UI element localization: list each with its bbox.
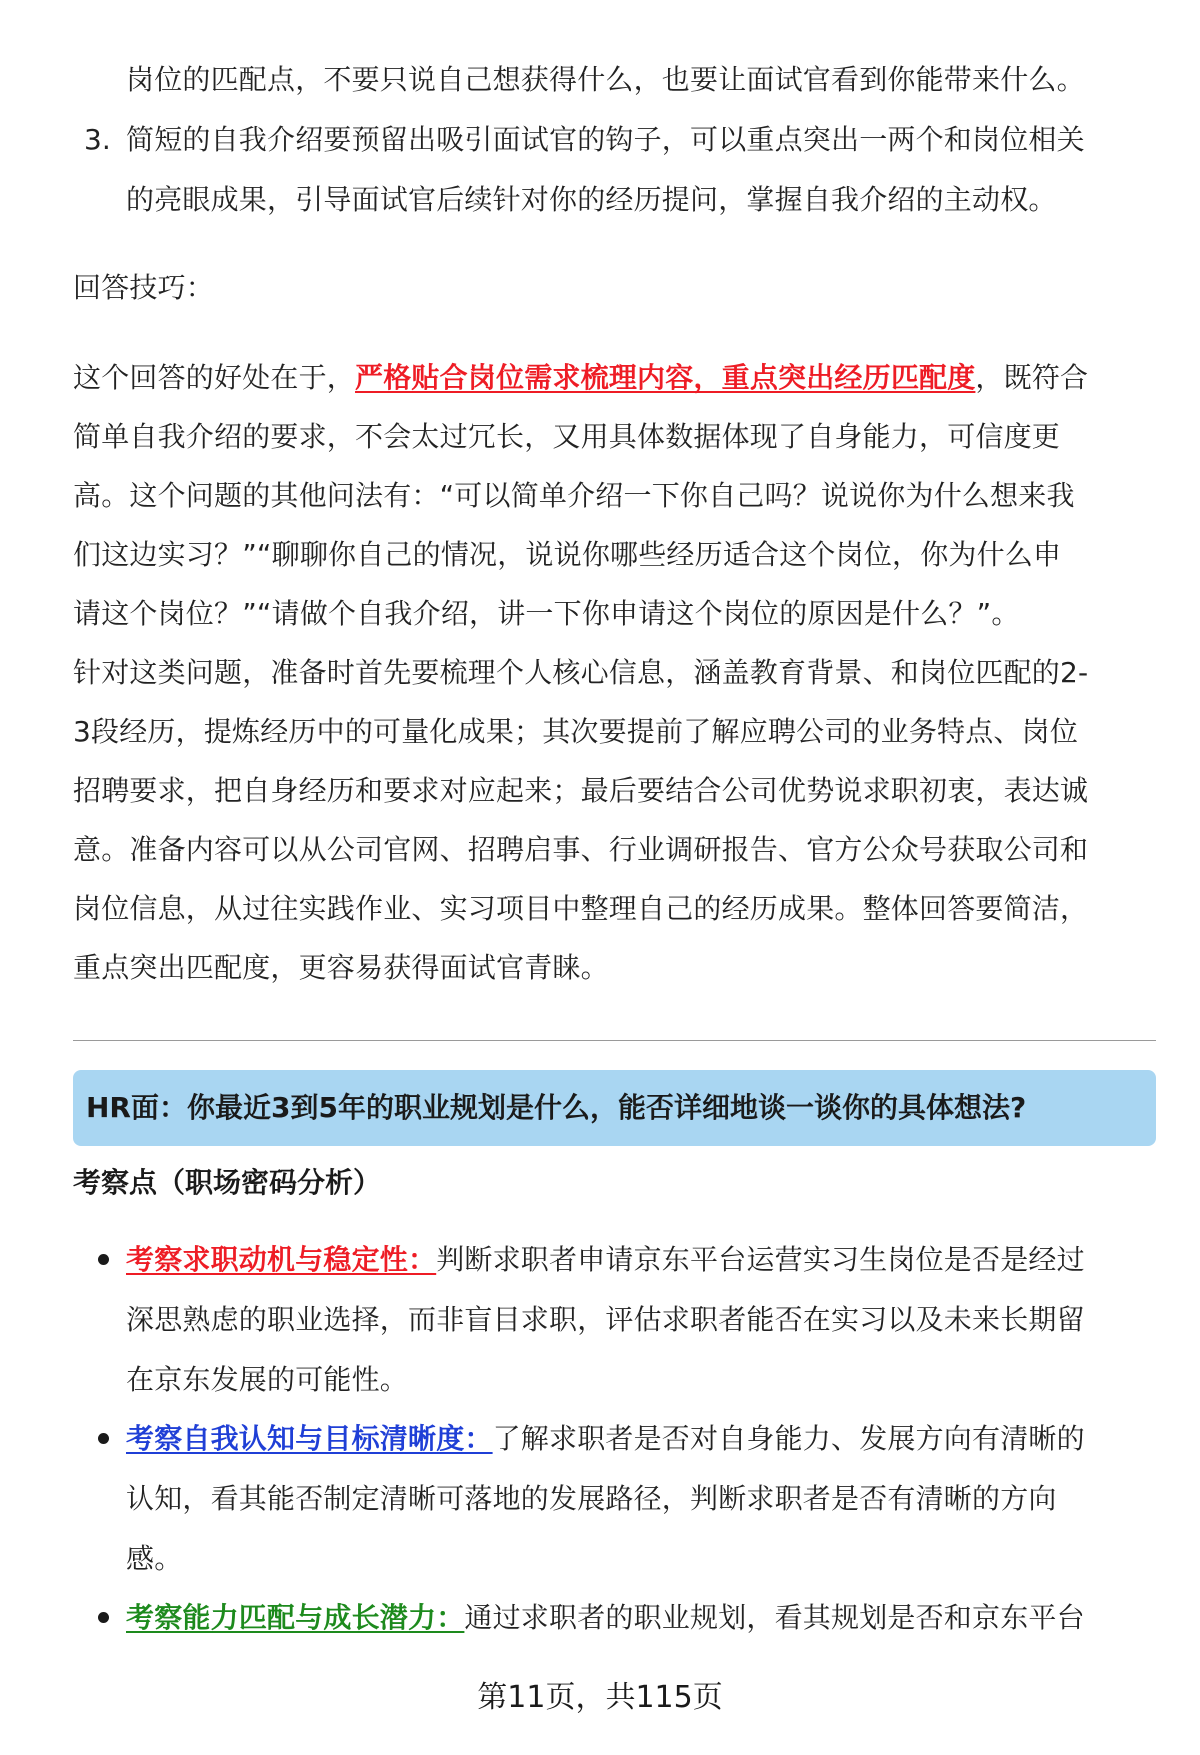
list-item-text: 通过求职者的职业规划，看其规划是否和京东平台 <box>464 1601 1085 1634</box>
list-item-line <box>126 1240 1085 1280</box>
list-item-text: 了解求职者是否对自身能力、发展方向有清晰的 <box>492 1422 1085 1455</box>
list-item-text: 判断求职者申请京东平台运营实习生岗位是否是经过 <box>436 1243 1085 1276</box>
paragraph-text: ，既符合 <box>975 361 1089 394</box>
list-item-line: 简短的自我介绍要预留出吸引面试官的钩子，可以重点突出一两个和岗位相关 <box>126 123 1085 156</box>
list-item-line: 深思熟虑的职业选择，而非盲目求职，评估求职者能否在实习以及未来长期留 <box>126 1303 1085 1336</box>
highlight-label: 考察自我认知与目标清晰度： <box>126 1422 493 1455</box>
question-title: HR面：你最近3到5年的职业规划是什么，能否详细地谈一谈你的具体想法? <box>86 1091 1027 1124</box>
list-item-line: 在京东发展的可能性。 <box>126 1363 409 1396</box>
paragraph-line: 高。这个问题的其他问法有：“可以简单介绍一下你自己吗？说说你为什么想来我 <box>73 479 1075 512</box>
divider <box>73 1040 1156 1041</box>
analysis-heading: 考察点（职场密码分析） <box>73 1166 382 1199</box>
paragraph-line: 简单自我介绍的要求，不会太过冗长，又用具体数据体现了自身能力，可信度更 <box>73 420 1061 453</box>
paragraph-line: 意。准备内容可以从公司官网、招聘启事、行业调研报告、官方公众号获取公司和 <box>73 833 1089 866</box>
paragraph-line: 重点突出匹配度，更容易获得面试官青睐。 <box>73 951 609 984</box>
bullet-icon <box>98 1433 109 1444</box>
list-item-line: 认知，看其能否制定清晰可落地的发展路径，判断求职者是否有清晰的方向 <box>126 1482 1057 1515</box>
list-item-line: 的亮眼成果，引导面试官后续针对你的经历提问，掌握自我介绍的主动权。 <box>126 183 1057 216</box>
paragraph-line: 岗位信息，从过往实践作业、实习项目中整理自己的经历成果。整体回答要简洁， <box>73 892 1089 925</box>
section-heading: 回答技巧： <box>73 271 215 304</box>
paragraph-line: 针对这类问题，准备时首先要梳理个人核心信息，涵盖教育背景、和岗位匹配的2- <box>73 656 1089 689</box>
highlight-text: 严格贴合岗位需求梳理内容，重点突出经历匹配度 <box>355 361 976 394</box>
paragraph-text: 这个回答的好处在于， <box>73 361 356 394</box>
intro-line: 岗位的匹配点，不要只说自己想获得什么，也要让面试官看到你能带来什么。 <box>126 63 1085 96</box>
paragraph-line <box>73 358 1088 398</box>
bullet-icon <box>98 1254 109 1265</box>
paragraph-line: 招聘要求，把自身经历和要求对应起来；最后要结合公司优势说求职初衷，表达诚 <box>73 774 1089 807</box>
list-item-line: 感。 <box>126 1542 183 1575</box>
bullet-icon <box>98 1612 109 1623</box>
paragraph-line: 们这边实习？”“聊聊你自己的情况，说说你哪些经历适合这个岗位，你为什么申 <box>73 538 1062 571</box>
page-number: 第11页，共115页 <box>477 1680 723 1715</box>
paragraph-line: 请这个岗位？”“请做个自我介绍，讲一下你申请这个岗位的原因是什么？”。 <box>73 597 1020 630</box>
list-number: 3. <box>84 123 111 156</box>
list-item-line <box>126 1598 1085 1638</box>
highlight-label: 考察能力匹配与成长潜力： <box>126 1601 465 1634</box>
list-item-line <box>126 1419 1085 1459</box>
paragraph-line: 3段经历，提炼经历中的可量化成果；其次要提前了解应聘公司的业务特点、岗位 <box>73 715 1079 748</box>
highlight-label: 考察求职动机与稳定性： <box>126 1243 437 1276</box>
